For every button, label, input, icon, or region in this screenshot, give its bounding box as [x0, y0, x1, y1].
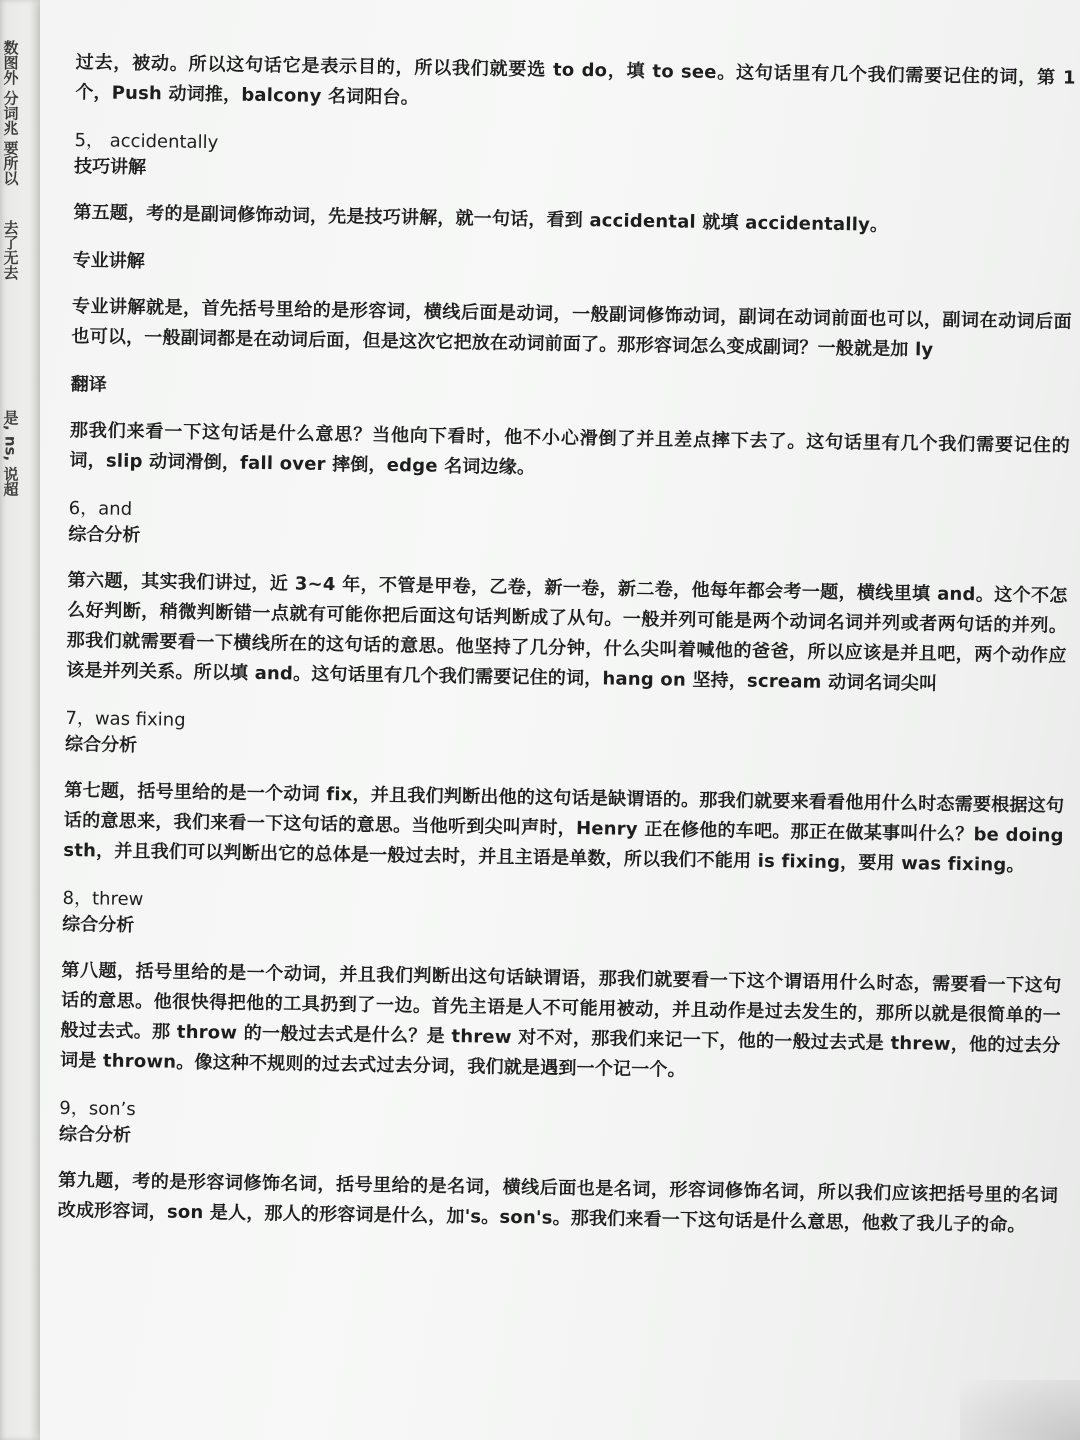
item-5-section-1-heading: 专业讲解	[72, 249, 145, 273]
item-5-section-1-text: 专业讲解就是，首先括号里给的是形容词，横线后面是动词，一般副词修饰动词，副词在动词前面也可以，副词在动词后面也可以，一般副词都是在动词后面，但是这次它把放在动词前面了。那形容词怎么变成副词？一般就是加 ly	[71, 295, 1072, 361]
item-8-number: 8，threw	[62, 887, 144, 911]
item-7-paragraph: 第七题，括号里给的是一个动词 fix，并且我们判断出他的这句话是缺谓语的。那我们就要来看看他用什么时态需要根据这句话的意思来，我们来看一下这句话的意思。当他听到尖叫声时，Henry 正在修他的车吧。那正在做某事叫什么？be doing sth，并且我们可以判断出它的总体是一般过去时，并且主语是单数，所以我们不能用 is fixing，要用 was fixing。	[63, 779, 1065, 876]
item-5-paragraph: 第五题，考的是副词修饰动词，先是技巧讲解，就一句话，看到 accidental 就填 accidentally。	[73, 201, 889, 236]
item-9	[57, 1096, 1059, 1242]
edge-text-top: 数图外 分词兆 要所以	[1, 40, 20, 186]
item-9-number: 9，son’s	[59, 1097, 136, 1121]
edge-text-mid: 去了无去	[1, 220, 20, 280]
item-8-paragraph: 第八题，括号里给的是一个动词，并且我们判断出这句话缺谓语，那我们就要看一下这个谓语用什么时态，需要看一下这句话的意思。他很快得把他的工具扔到了一边。首先主语是人不可能用被动，并且动作是过去发生的，那所以就是很简单的一般过去式。那 throw 的一般过去式是什么？是 threw 对不对，那我们来记一下，他的一般过去式是 threw，他的过去分词是 thrown。像这种不规则的过去式过去分词，我们就是遇到一个记一个。	[59, 959, 1062, 1081]
item-6-number: 6，and	[68, 497, 133, 520]
item-8-heading: 综合分析	[62, 913, 135, 937]
corner-shadow	[960, 1380, 1080, 1440]
item-9-paragraph: 第九题，考的是形容词修饰名词，括号里给的是名词，横线后面也是名词，形容词修饰名词，所以我们应该把括号里的名词改成形容词，son 是人，那人的形容词是什么，加's。son's。那我们来看一下这句话是什么意思，他救了我儿子的命。	[57, 1169, 1059, 1237]
item-7-number: 7，was fixing	[65, 707, 186, 731]
item-6-paragraph: 第六题，其实我们讲过，近 3~4 年，不管是甲卷，乙卷，新一卷，新二卷，他每年都会考一题，横线里填 and。这个不怎么好判断，稍微判断错一点就有可能你把后面这句话判断成了从句。一般并列可能是两个动词名词并列或者两句话的并列。那我们就需要看一下横线所在的这句话的意思。他坚持了几分钟，什么尖叫着喊他的爸爸，所以应该是并且吧，两个动作应该是并列关系。所以填 and。这句话里有几个我们需要记住的词，hang on 坚持，scream 动词名词尖叫	[66, 569, 1068, 695]
item-5-section-2-heading: 翻译	[70, 373, 107, 396]
item-7-heading: 综合分析	[64, 733, 138, 757]
item-5-heading: 技巧讲解	[73, 155, 147, 179]
edge-text-low: 是, ns, 说超	[1, 410, 20, 497]
item-5	[69, 128, 1074, 492]
item-8	[60, 886, 1063, 1092]
item-7	[63, 706, 1065, 882]
item-6	[66, 496, 1069, 702]
item-5-number: 5， accidentally	[74, 129, 219, 154]
intro-paragraph: 过去，被动。所以这句话它是表示目的，所以我们就要选 to do，填 to see。这句话里有几个我们需要记住的词，第 1 个，Push 动词推，balcony 名词阳台。	[75, 51, 1076, 109]
document-content	[57, 48, 1076, 1260]
item-9-heading: 综合分析	[58, 1123, 132, 1146]
item-6-heading: 综合分析	[68, 523, 141, 547]
document-page	[40, 0, 1080, 1440]
item-5-section-2-text: 那我们来看一下这句话是什么意思？当他向下看时，他不小心滑倒了并且差点摔下去了。这句话里有几个我们需要记住的词，slip 动词滑倒，fall over 摔倒，edge 名词边缘。	[69, 419, 1071, 479]
